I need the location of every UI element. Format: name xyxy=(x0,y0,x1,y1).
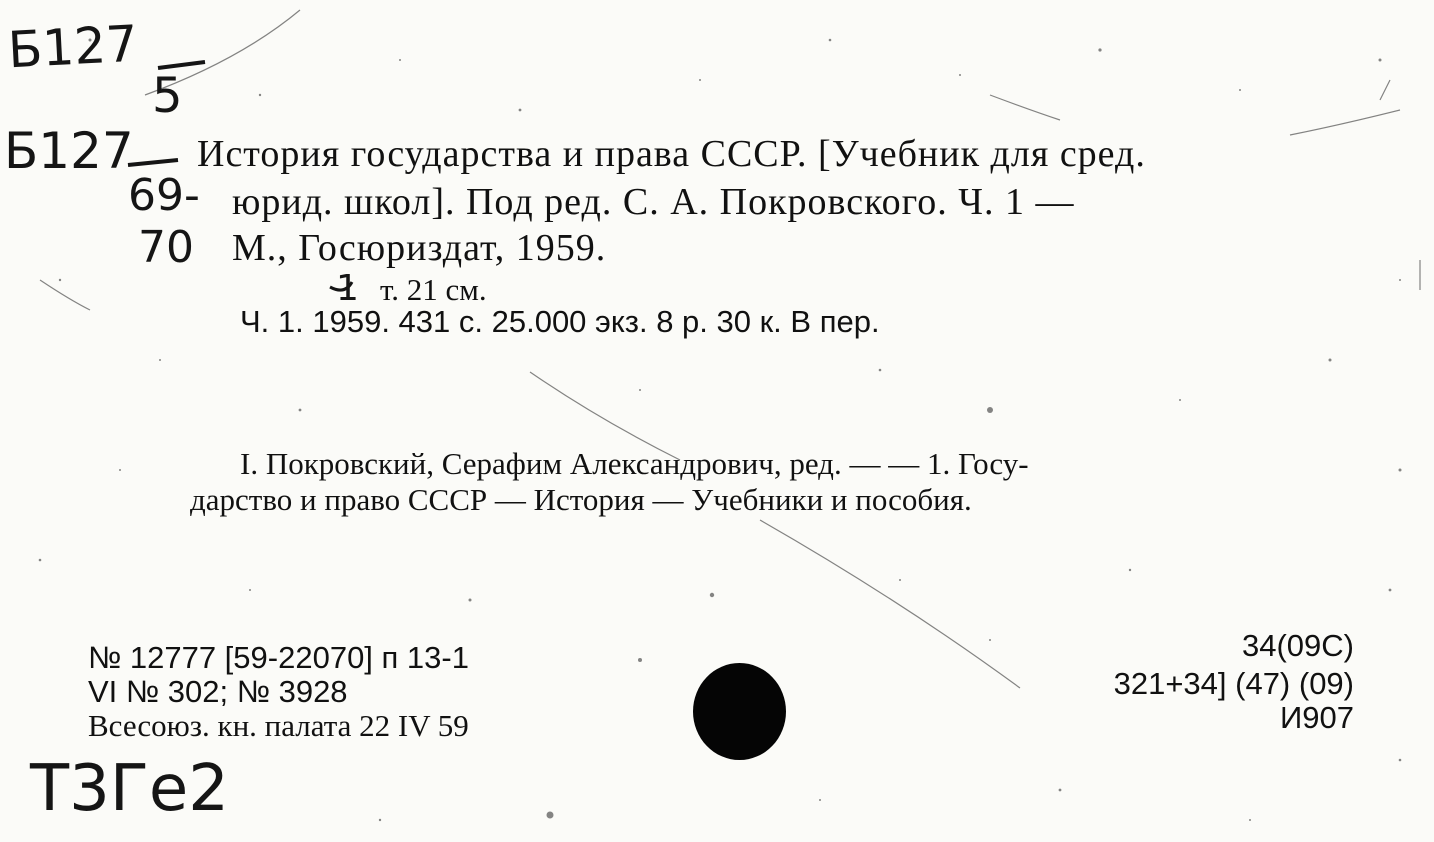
handwritten-left-code: Б127 xyxy=(4,122,134,180)
entry-physical-description: т. 21 см. xyxy=(380,272,487,307)
footer-record-number: № 12777 [59-22070] п 13-1 xyxy=(88,640,469,675)
tracings-line-1: I. Покровский, Серафим Александрович, ред. — — 1. Госу- xyxy=(240,446,1029,481)
entry-title-line: История государства и права СССР. [Учебник для сред. xyxy=(197,133,1146,175)
entry-line-2: юрид. школ]. Под ред. С. А. Покровского. Ч. 1 — xyxy=(232,181,1075,223)
entry-imprint: М., Госюриздат, 1959. xyxy=(232,227,607,269)
handwritten-volume-first: 69- xyxy=(128,170,200,221)
footer-classification-1: 34(09С) xyxy=(1242,628,1354,663)
footer-classification-2: 321+34] (47) (09) xyxy=(1113,666,1354,701)
entry-volume-details: Ч. 1. 1959. 431 с. 25.000 экз. 8 р. 30 к. В пер. xyxy=(240,304,880,339)
handwritten-top-fraction: 5 xyxy=(152,68,183,124)
handwritten-volume-count: 1 xyxy=(336,268,359,309)
handwritten-top-code: Б127 xyxy=(6,14,140,80)
footer-chamber: Всесоюз. кн. палата 22 IV 59 xyxy=(88,708,469,743)
tracings-line-2: дарство и право СССР — История — Учебники и пособия. xyxy=(190,482,972,517)
handwritten-bottom-code: Т3Ге2 xyxy=(30,752,229,826)
footer-volume-numbers: VI № 302; № 3928 xyxy=(88,674,348,709)
card-punch-hole xyxy=(693,663,786,760)
footer-author-mark: И907 xyxy=(1279,700,1354,735)
handwritten-volume-last: 70 xyxy=(138,222,194,273)
